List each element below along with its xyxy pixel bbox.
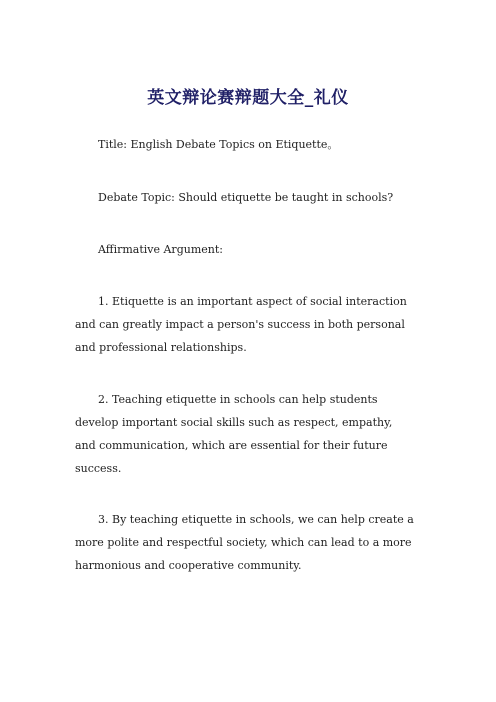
argument-paragraph-2: 2. Teaching etiquette in schools can help students develop important social skills such as respect, empathy, and communication, which are essential for their future success.: [75, 393, 393, 475]
document-title: 英文辩论赛辩题大全_礼仪: [147, 88, 349, 108]
argument-paragraph-1: 1. Etiquette is an important aspect of social interaction and can greatly impact a person's success in both personal and professional relationships.: [75, 295, 407, 354]
affirmative-heading: Affirmative Argument:: [98, 243, 223, 256]
debate-topic-line: Debate Topic: Should etiquette be taught in schools?: [98, 191, 394, 204]
argument-paragraph-3: 3. By teaching etiquette in schools, we can help create a more polite and respectful society, which can lead to a more harmonious and cooperative community.: [75, 513, 414, 572]
english-title-line: Title: English Debate Topics on Etiquette。: [98, 138, 339, 151]
